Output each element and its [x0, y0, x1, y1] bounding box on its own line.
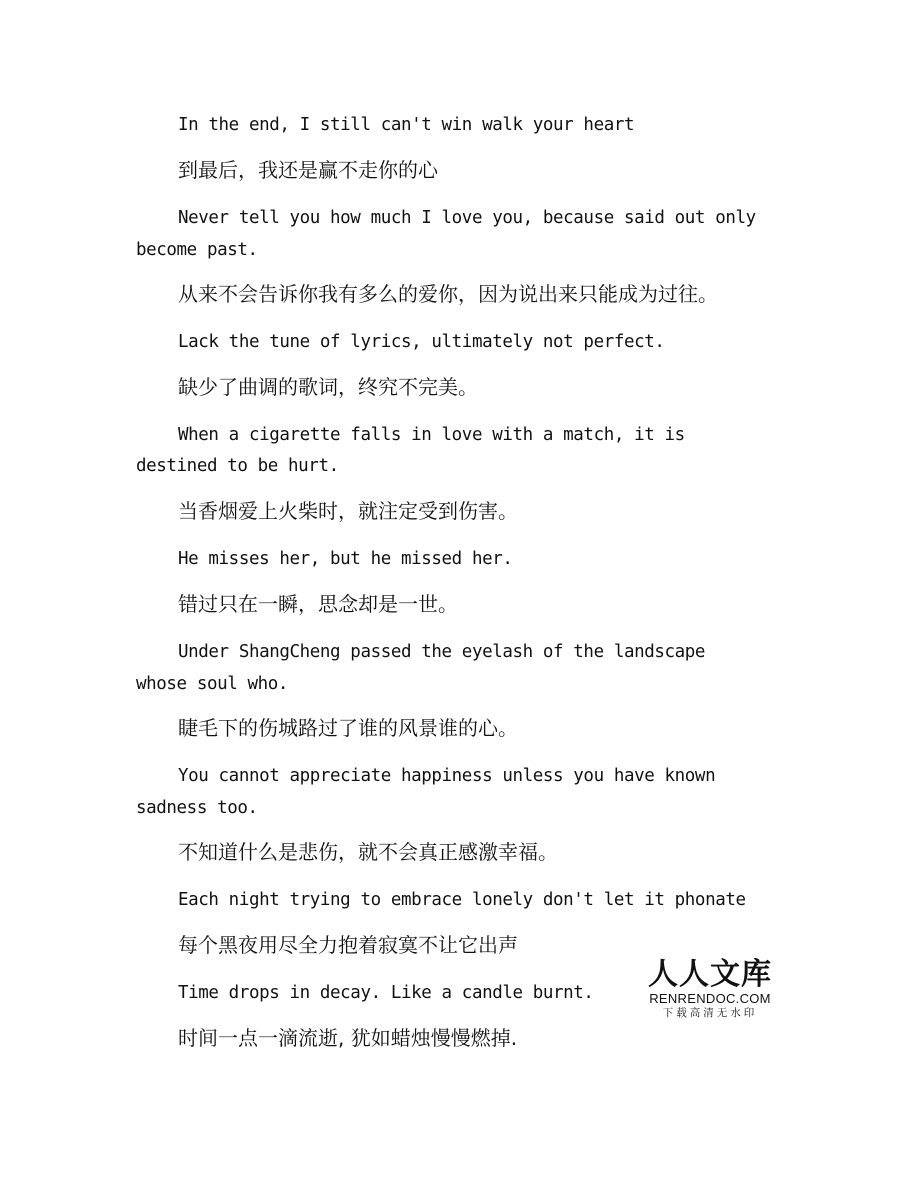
chinese-line: 当香烟爱上火柴时，就注定受到伤害。 — [178, 499, 518, 523]
chinese-line: 不知道什么是悲伤，就不会真正感激幸福。 — [178, 840, 558, 864]
english-line: When a cigarette falls in love with a match, it is — [178, 425, 685, 445]
watermark-logo — [645, 957, 775, 1019]
english-line-continuation: become past. — [136, 240, 258, 260]
chinese-line: 到最后，我还是赢不走你的心 — [178, 158, 438, 182]
english-line: Never tell you how much I love you, because said out only — [178, 208, 756, 228]
english-line-continuation: destined to be hurt. — [136, 456, 339, 476]
chinese-line: 从来不会告诉你我有多么的爱你，因为说出来只能成为过往。 — [178, 282, 718, 306]
english-line: Time drops in decay. Like a candle burnt. — [178, 983, 594, 1003]
english-line-continuation: whose soul who. — [136, 674, 289, 694]
english-line: He misses her, but he missed her. — [178, 549, 513, 569]
chinese-line: 时间一点一滴流逝, 犹如蜡烛慢慢燃掉. — [178, 1026, 518, 1050]
english-line: Each night trying to embrace lonely don't let it phonate — [178, 890, 746, 910]
english-line-continuation: sadness too. — [136, 798, 258, 818]
english-line: Under ShangCheng passed the eyelash of the landscape — [178, 642, 706, 662]
chinese-line: 缺少了曲调的歌词，终究不完美。 — [178, 375, 478, 399]
english-line: You cannot appreciate happiness unless you have known — [178, 766, 716, 786]
chinese-line: 睫毛下的伤城路过了谁的风景谁的心。 — [178, 716, 518, 740]
watermark-site: RENRENDOC.COM — [649, 991, 771, 1006]
chinese-line: 每个黑夜用尽全力抱着寂寞不让它出声 — [178, 933, 518, 957]
watermark-subtitle: 下载高清无水印 — [662, 1007, 758, 1019]
english-line: In the end, I still can't win walk your heart — [178, 115, 635, 135]
chinese-line: 错过只在一瞬，思念却是一世。 — [178, 592, 458, 616]
watermark-title: 人人文库 — [648, 957, 772, 992]
english-line: Lack the tune of lyrics, ultimately not perfect. — [178, 332, 665, 352]
